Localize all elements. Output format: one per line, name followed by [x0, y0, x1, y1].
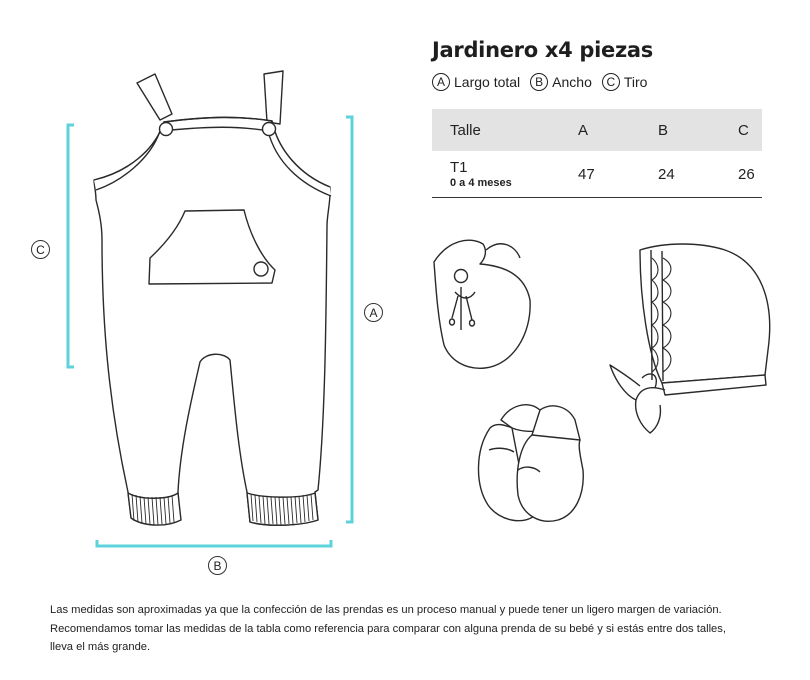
table-row — [432, 151, 762, 198]
legend-letter-b: B — [530, 73, 548, 91]
legend-item-c — [602, 73, 648, 91]
size-age: 0 a 4 meses — [450, 177, 512, 189]
legend-label-c: Tiro — [623, 74, 648, 90]
value-a: 47 — [578, 151, 658, 198]
legend-item-b — [530, 73, 592, 91]
value-c: 26 — [738, 151, 762, 198]
legend-letter-a: A — [432, 73, 450, 91]
overall-body — [94, 117, 330, 525]
legend-item-a — [432, 73, 520, 91]
page-title: Jardinero x4 piezas — [432, 38, 653, 62]
size-table — [432, 109, 762, 198]
legend-letter-c: C — [602, 73, 620, 91]
legend-label-a: Largo total — [454, 74, 521, 90]
value-b: 24 — [658, 151, 738, 198]
size-name: T1 — [450, 159, 468, 176]
measurement-legend — [432, 73, 657, 91]
dimension-a-line — [346, 117, 352, 522]
dimension-label-b: B — [208, 556, 227, 575]
mittens-drawing — [478, 405, 583, 521]
header-c: C — [738, 109, 762, 151]
small-mitt-drawing — [434, 240, 530, 368]
disclaimer-note: Las medidas son aproximadas ya que la confección de las prendas es un proceso manual y puede tener un ligero margen de variación. Recomendamos tomar las medidas de la tabla como referencia para comparar con alguna prenda de su bebé y si estás entre dos talles, lleva el más grande. — [50, 604, 726, 653]
dimension-c-line — [68, 125, 74, 367]
dimension-label-a: A — [364, 303, 383, 322]
legend-label-b: Ancho — [552, 74, 592, 90]
overall-drawing — [94, 71, 331, 525]
dimension-label-c: C — [31, 240, 50, 259]
header-b: B — [658, 109, 738, 151]
header-talle: Talle — [432, 109, 578, 151]
size-cell — [432, 151, 578, 198]
header-a: A — [578, 109, 658, 151]
bonnet-drawing — [610, 244, 770, 433]
size-table-header-row — [432, 109, 762, 151]
dimension-b-line — [97, 540, 331, 546]
